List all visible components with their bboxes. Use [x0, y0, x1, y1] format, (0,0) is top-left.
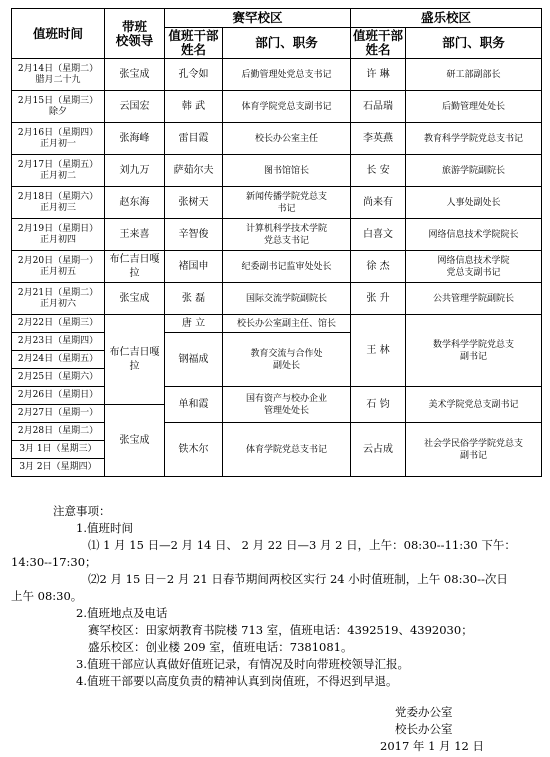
duty-date: 2月21日（星期二） 正月初六 — [12, 283, 105, 315]
table-row — [12, 91, 542, 123]
table-row — [12, 219, 542, 251]
cadre-dept-saihan: 教育交流与合作处 副处长 — [223, 333, 351, 387]
table-row — [12, 315, 542, 333]
cadre-name-shengle: 长 安 — [351, 155, 406, 187]
cadre-dept-saihan: 国际交流学院副院长 — [223, 283, 351, 315]
cadre-name-shengle: 云占成 — [351, 423, 406, 477]
signature-block — [380, 704, 484, 755]
note-item-2-title: 2.值班地点及电话 — [76, 606, 168, 620]
duty-date: 2月22日（星期三） — [12, 315, 105, 333]
cadre-dept-shengle: 数学科学学院党总支 副书记 — [406, 315, 542, 387]
header-campus-saihan: 赛罕校区 — [165, 9, 351, 28]
header-dept-b: 部门、职务 — [406, 28, 542, 59]
cadre-name-saihan: 唐 立 — [165, 315, 223, 333]
duty-date: 2月23日（星期四） — [12, 333, 105, 351]
cadre-dept-saihan: 新闻传播学院党总支 书记 — [223, 187, 351, 219]
cadre-name-shengle: 尚来有 — [351, 187, 406, 219]
cadre-name-saihan: 单和霞 — [165, 387, 223, 423]
table-row — [12, 187, 542, 219]
duty-date: 2月24日（星期五） — [12, 351, 105, 369]
cadre-dept-shengle: 网络信息技术学院院长 — [406, 219, 542, 251]
note-item-1a-cont: 14:30--17:30； — [11, 555, 97, 569]
cadre-dept-shengle: 社会学民俗学学院党总支 副书记 — [406, 423, 542, 477]
duty-date: 3月 1日（星期三） — [12, 441, 105, 459]
duty-roster-table — [11, 8, 542, 477]
cadre-name-shengle: 李英燕 — [351, 123, 406, 155]
cadre-name-shengle: 王 林 — [351, 315, 406, 387]
cadre-name-saihan: 褚国申 — [165, 251, 223, 283]
cadre-dept-saihan: 纪委副书记监审处处长 — [223, 251, 351, 283]
duty-date: 2月18日（星期六） 正月初三 — [12, 187, 105, 219]
table-row — [12, 123, 542, 155]
note-item-1b-cont: 上午 08:30。 — [11, 589, 83, 603]
cadre-dept-shengle: 公共管理学院副院长 — [406, 283, 542, 315]
cadre-name-saihan: 萨茹尔夫 — [165, 155, 223, 187]
cadre-dept-saihan: 校长办公室主任 — [223, 123, 351, 155]
duty-date: 2月15日（星期三） 除夕 — [12, 91, 105, 123]
cadre-name-saihan: 钢福成 — [165, 333, 223, 387]
cadre-name-shengle: 徐 杰 — [351, 251, 406, 283]
cadre-name-shengle: 张 升 — [351, 283, 406, 315]
note-item-4: 4.值班干部要以高度负责的精神认真到岗值班，不得迟到早退。 — [76, 674, 398, 688]
cadre-dept-saihan: 图书馆馆长 — [223, 155, 351, 187]
cadre-dept-shengle: 旅游学院副院长 — [406, 155, 542, 187]
duty-leader: 云国宏 — [105, 91, 165, 123]
cadre-dept-saihan: 国有资产与校办企业 管理处处长 — [223, 387, 351, 423]
cadre-dept-saihan: 体育学院党总支副书记 — [223, 91, 351, 123]
notes-heading: 注意事项： — [53, 504, 111, 518]
duty-date: 3月 2日（星期四） — [12, 459, 105, 477]
note-item-2a: 赛罕校区：田家炳教育书院楼 713 室，值班电话：4392519、4392030； — [88, 623, 473, 637]
note-item-1-title: 1.值班时间 — [76, 521, 133, 535]
table-row — [12, 155, 542, 187]
cadre-name-shengle: 白喜文 — [351, 219, 406, 251]
duty-leader: 布仁吉日嘎拉 — [105, 315, 165, 405]
header-date: 值班时间 — [12, 9, 105, 59]
cadre-name-shengle: 石 钧 — [351, 387, 406, 423]
note-item-1b: ⑵2 月 15 日－2 月 21 日春节期间两校区实行 24 小时值班制，上午 08:30--次日 — [88, 572, 508, 586]
cadre-name-saihan: 辛智俊 — [165, 219, 223, 251]
duty-date: 2月25日（星期六） — [12, 369, 105, 387]
cadre-name-saihan: 张树天 — [165, 187, 223, 219]
duty-date: 2月27日（星期一） — [12, 405, 105, 423]
duty-leader: 刘九万 — [105, 155, 165, 187]
duty-date: 2月28日（星期二） — [12, 423, 105, 441]
cadre-name-saihan: 张 磊 — [165, 283, 223, 315]
duty-leader: 赵东海 — [105, 187, 165, 219]
cadre-dept-shengle: 教育科学学院党总支书记 — [406, 123, 542, 155]
header-dept-a: 部门、职务 — [223, 28, 351, 59]
note-item-1a: ⑴ 1 月 15 日—2 月 14 日、 2 月 22 日—3 月 2 日，上午：08:30--11:30 下午： — [88, 538, 516, 552]
duty-date: 2月20日（星期一） 正月初五 — [12, 251, 105, 283]
signature-date: 2017 年 1 月 12 日 — [380, 739, 484, 753]
cadre-dept-shengle: 美术学院党总支副书记 — [406, 387, 542, 423]
duty-leader: 王来喜 — [105, 219, 165, 251]
cadre-dept-shengle: 人事处副处长 — [406, 187, 542, 219]
header-campus-shengle: 盛乐校区 — [351, 9, 542, 28]
table-row — [12, 251, 542, 283]
cadre-dept-saihan: 计算机科学技术学院 党总支书记 — [223, 219, 351, 251]
duty-leader: 布仁吉日嘎拉 — [105, 251, 165, 283]
notes-section — [11, 503, 543, 690]
header-leader: 带班 校领导 — [105, 9, 165, 59]
duty-leader: 张宝成 — [105, 59, 165, 91]
duty-leader: 张宝成 — [105, 283, 165, 315]
duty-date: 2月14日（星期二） 腊月二十九 — [12, 59, 105, 91]
cadre-dept-shengle: 网络信息技术学院 党总支副书记 — [406, 251, 542, 283]
cadre-dept-saihan: 体育学院党总支书记 — [223, 423, 351, 477]
table-row — [12, 59, 542, 91]
note-item-2b: 盛乐校区：创业楼 209 室，值班电话：7381081。 — [88, 640, 353, 654]
signature-org-party: 党委办公室 — [395, 705, 453, 719]
table-row — [12, 387, 542, 405]
duty-date: 2月17日（星期五） 正月初二 — [12, 155, 105, 187]
header-cadre-a: 值班干部 姓名 — [165, 28, 223, 59]
cadre-name-saihan: 韩 武 — [165, 91, 223, 123]
cadre-dept-saihan: 后勤管理处党总支书记 — [223, 59, 351, 91]
cadre-dept-shengle: 后勤管理处处长 — [406, 91, 542, 123]
cadre-name-shengle: 许 琳 — [351, 59, 406, 91]
duty-date: 2月19日（星期日） 正月初四 — [12, 219, 105, 251]
note-item-3: 3.值班干部应认真做好值班记录，有情况及时向带班校领导汇报。 — [76, 657, 409, 671]
cadre-dept-shengle: 研工部副部长 — [406, 59, 542, 91]
duty-date: 2月26日（星期日） — [12, 387, 105, 405]
header-cadre-b: 值班干部 姓名 — [351, 28, 406, 59]
duty-leader: 张海峰 — [105, 123, 165, 155]
cadre-name-saihan: 雷目霞 — [165, 123, 223, 155]
cadre-name-saihan: 孔令如 — [165, 59, 223, 91]
table-row — [12, 423, 542, 441]
table-row — [12, 283, 542, 315]
cadre-name-saihan: 铁木尔 — [165, 423, 223, 477]
duty-leader: 张宝成 — [105, 405, 165, 477]
duty-date: 2月16日（星期四） 正月初一 — [12, 123, 105, 155]
cadre-name-shengle: 石品瑞 — [351, 91, 406, 123]
signature-org-president: 校长办公室 — [395, 722, 453, 736]
cadre-dept-saihan: 校长办公室副主任、馆长 — [223, 315, 351, 333]
